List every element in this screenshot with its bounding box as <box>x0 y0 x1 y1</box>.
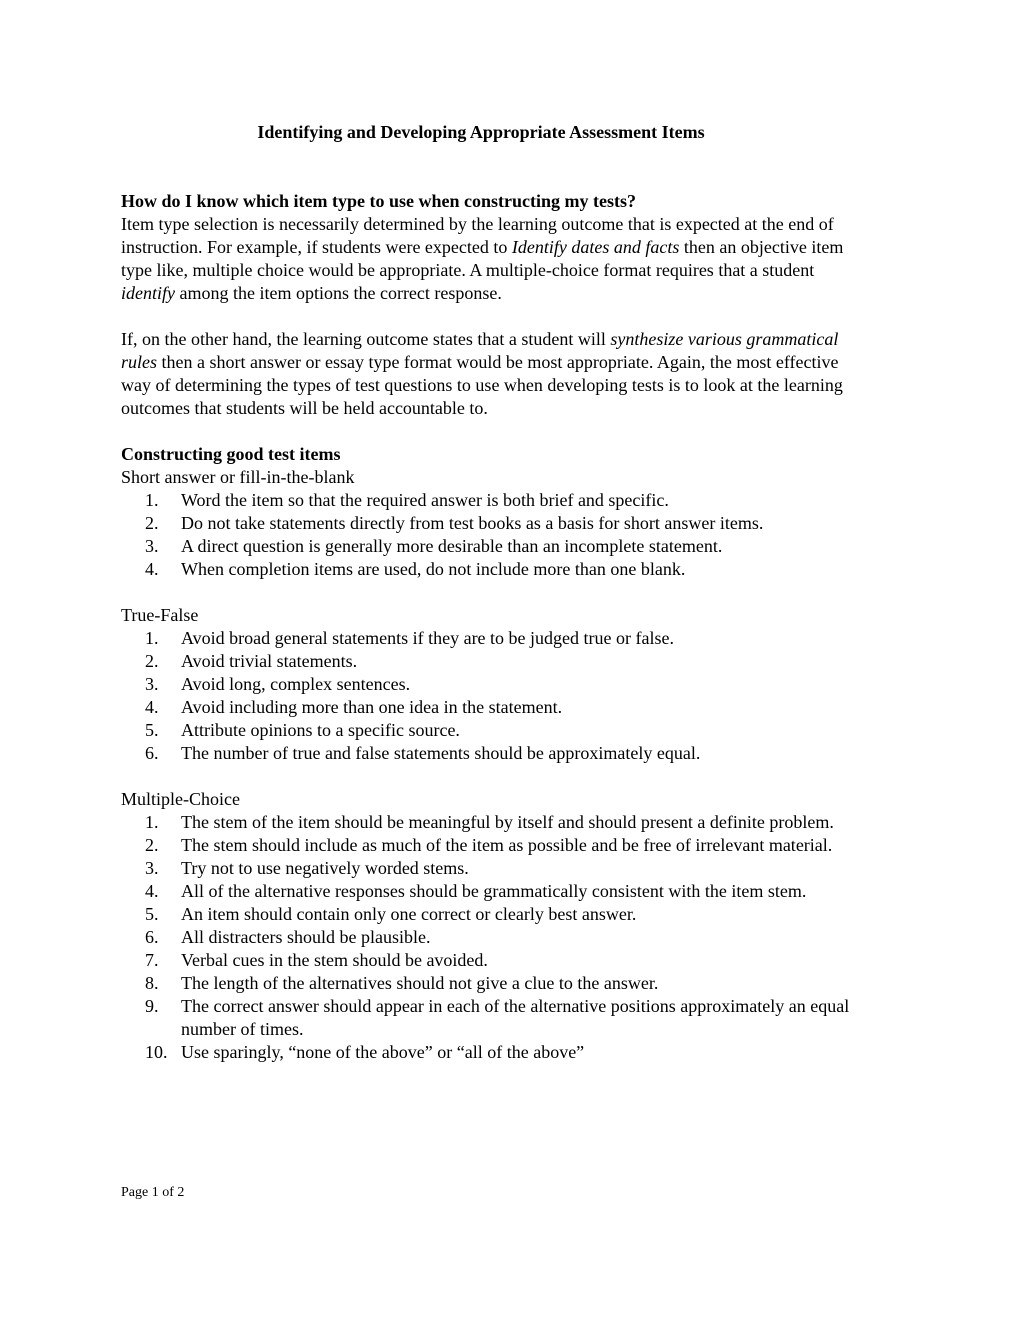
list-item <box>121 558 851 581</box>
list-text: The length of the alternatives should not give a clue to the answer. <box>181 973 659 993</box>
list-text: Avoid long, complex sentences. <box>181 674 411 694</box>
list-item <box>121 512 851 535</box>
section-heading-item-type: How do I know which item type to use when constructing my tests? <box>121 191 637 211</box>
list-number: 5. <box>145 720 159 740</box>
list-text: Do not take statements directly from test books as a basis for short answer items. <box>181 513 764 533</box>
list-number: 4. <box>145 559 159 579</box>
list-item <box>121 627 851 650</box>
paragraph-text: Item type selection is necessarily determined by the learning outcome that is expected at the end of instruction. For example, if students were expected to <box>121 214 834 257</box>
list-text: All of the alternative responses should be grammatically consistent with the item stem. <box>181 881 807 901</box>
spacer <box>121 420 851 443</box>
list-item <box>121 489 851 512</box>
list-text: When completion items are used, do not include more than one blank. <box>181 559 686 579</box>
list-item <box>121 857 851 880</box>
emphasis-text: synthesize various grammatical rules <box>121 329 839 372</box>
list-item <box>121 972 851 995</box>
page-number-footer: Page 1 of 2 <box>121 1185 185 1200</box>
emphasis-text: Identify dates and facts <box>511 237 680 257</box>
emphasis-text: identify <box>121 283 175 303</box>
list-item <box>121 673 851 696</box>
list-number: 3. <box>145 536 159 556</box>
list-item <box>121 1041 851 1064</box>
list-item <box>121 742 851 765</box>
list-item <box>121 880 851 903</box>
list-item <box>121 719 851 742</box>
list-number: 8. <box>145 973 159 993</box>
true-false-list <box>121 627 851 765</box>
list-number: 2. <box>145 513 159 533</box>
list-number: 4. <box>145 697 159 717</box>
list-number: 1. <box>145 628 159 648</box>
subsection-label-true-false: True-False <box>121 605 199 625</box>
paragraph-item-type-selection <box>121 213 851 305</box>
subsection-label-multiple-choice: Multiple-Choice <box>121 789 240 809</box>
list-number: 7. <box>145 950 159 970</box>
paragraph-text: If, on the other hand, the learning outcome states that a student will <box>121 329 611 349</box>
list-text: Word the item so that the required answer is both brief and specific. <box>181 490 669 510</box>
list-text: Avoid trivial statements. <box>181 651 358 671</box>
paragraph-text: among the item options the correct response. <box>174 283 502 303</box>
list-text: Avoid broad general statements if they are to be judged true or false. <box>181 628 674 648</box>
spacer <box>121 765 851 788</box>
list-text: An item should contain only one correct or clearly best answer. <box>181 904 637 924</box>
list-text: The stem of the item should be meaningful by itself and should present a definite problem. <box>181 812 834 832</box>
list-number: 4. <box>145 881 159 901</box>
multiple-choice-list <box>121 811 851 1064</box>
list-item <box>121 696 851 719</box>
paragraph-text: then an objective item type like, multiple choice would be appropriate. A multiple-choice format requires that a student <box>121 237 844 280</box>
short-answer-list <box>121 489 851 581</box>
list-text: The stem should include as much of the item as possible and be free of irrelevant material. <box>181 835 833 855</box>
list-text: A direct question is generally more desirable than an incomplete statement. <box>181 536 723 556</box>
document-title: Identifying and Developing Appropriate Assessment Items <box>257 122 705 142</box>
list-number: 6. <box>145 743 159 763</box>
list-text: Use sparingly, “none of the above” or “all of the above” <box>181 1042 585 1062</box>
list-number: 2. <box>145 835 159 855</box>
list-item <box>121 995 851 1041</box>
list-text: Try not to use negatively worded stems. <box>181 858 469 878</box>
list-item <box>121 535 851 558</box>
list-item <box>121 650 851 673</box>
spacer <box>121 581 851 604</box>
list-item <box>121 903 851 926</box>
list-number: 3. <box>145 674 159 694</box>
list-item <box>121 949 851 972</box>
list-text: Attribute opinions to a specific source. <box>181 720 460 740</box>
list-text: Verbal cues in the stem should be avoided. <box>181 950 488 970</box>
section-heading-constructing: Constructing good test items <box>121 444 341 464</box>
list-number: 9. <box>145 996 159 1016</box>
list-text: Avoid including more than one idea in the statement. <box>181 697 563 717</box>
list-number: 3. <box>145 858 159 878</box>
list-text: The correct answer should appear in each of the alternative positions approximately an equal number of times. <box>181 996 850 1039</box>
paragraph-text: then a short answer or essay type format would be most appropriate. Again, the most effective way of determining the types of test questions to use when developing tests is to look at the learning outcomes that students will be held accountable to. <box>121 352 843 418</box>
list-item <box>121 811 851 834</box>
list-number: 6. <box>145 927 159 947</box>
list-number: 5. <box>145 904 159 924</box>
list-item <box>121 926 851 949</box>
list-number: 1. <box>145 812 159 832</box>
document-body <box>121 190 851 1064</box>
list-text: The number of true and false statements should be approximately equal. <box>181 743 701 763</box>
list-number: 1. <box>145 490 159 510</box>
list-item <box>121 834 851 857</box>
list-number: 10. <box>145 1042 168 1062</box>
paragraph-learning-outcome <box>121 328 851 420</box>
list-number: 2. <box>145 651 159 671</box>
spacer <box>121 305 851 328</box>
subsection-label-short-answer: Short answer or fill-in-the-blank <box>121 467 355 487</box>
list-text: All distracters should be plausible. <box>181 927 431 947</box>
